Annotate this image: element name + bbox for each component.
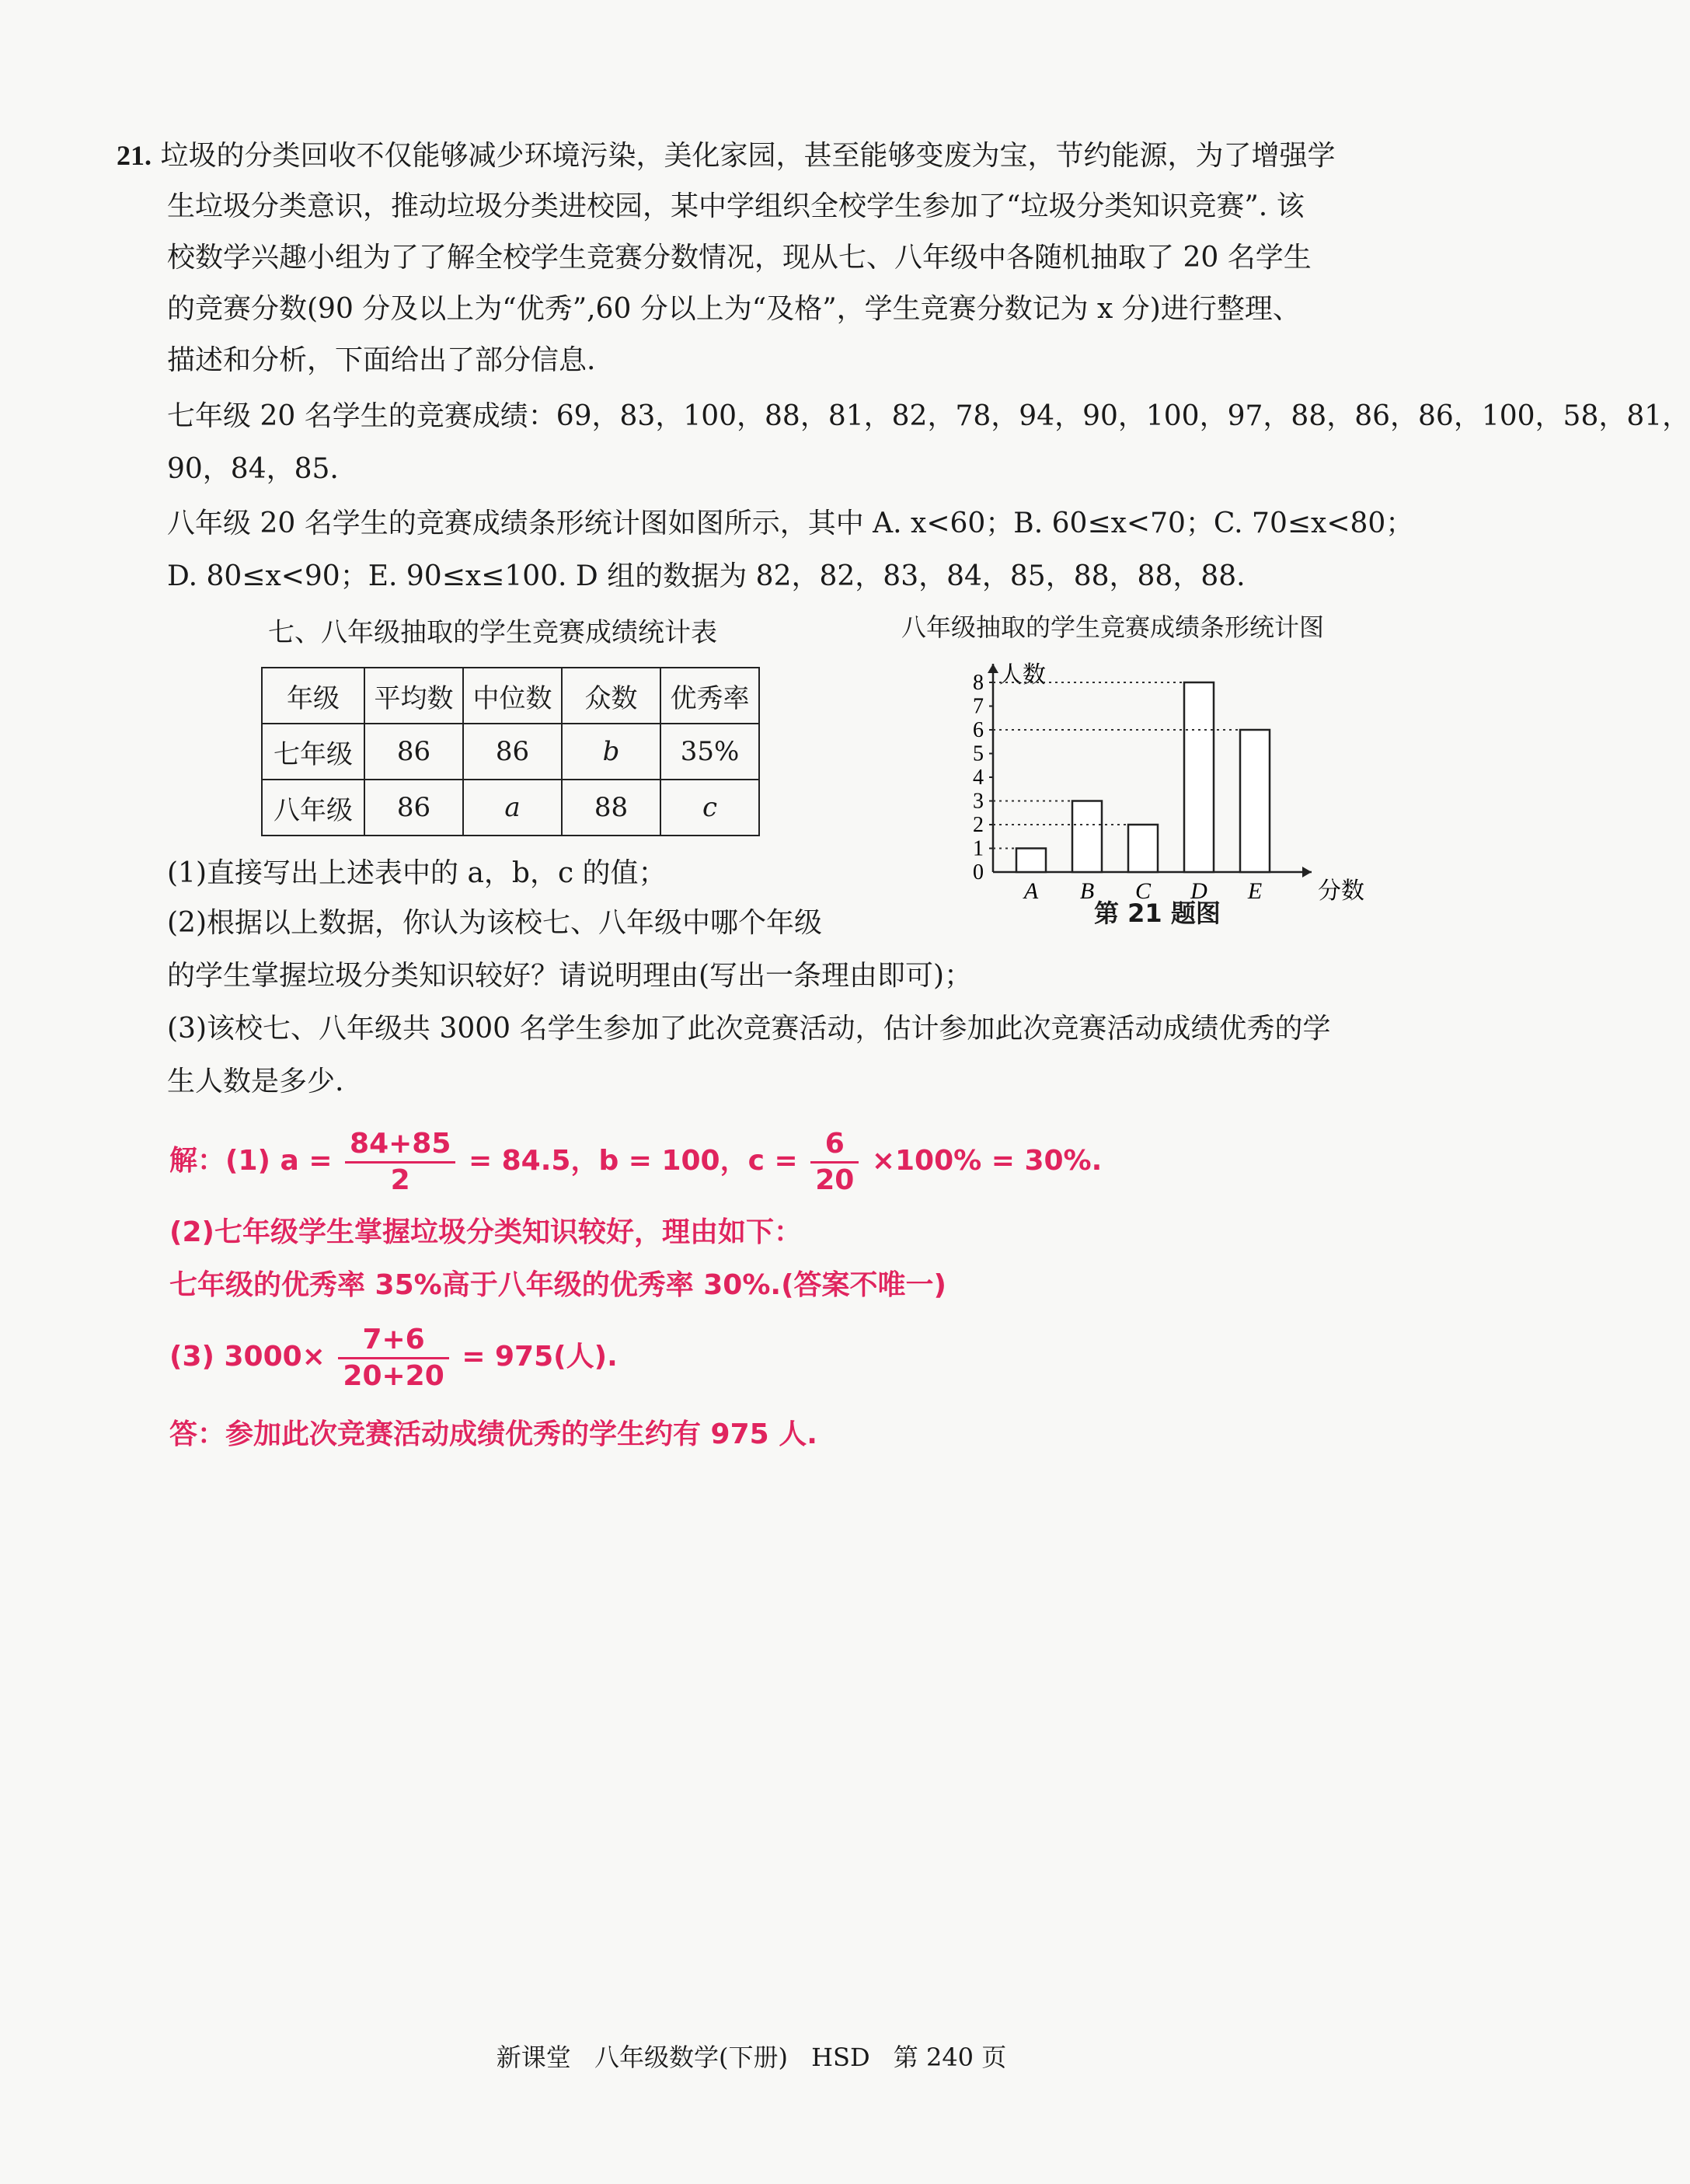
y-tick-label: 8 <box>973 671 984 695</box>
table-header-cell: 优秀率 <box>660 668 759 724</box>
footer-edition: HSD <box>811 2043 870 2072</box>
table-cell: 七年级 <box>262 724 364 780</box>
x-tick-label: C <box>1134 878 1152 904</box>
sub-question-2: (2)根据以上数据，你认为该校七、八年级中哪个年级 <box>167 907 822 939</box>
x-tick-label: A <box>1023 878 1039 904</box>
table-header-cell: 年级 <box>262 668 364 724</box>
y-tick-label: 3 <box>973 789 984 814</box>
fraction <box>345 1127 455 1198</box>
question-line-6: 七年级 20 名学生的竞赛成绩：69，83，100，88，81，82，78，94，90，100，97，88，86，86，100，58，81， <box>167 400 1690 432</box>
question-line-4: 的竞赛分数(90 分及以上为“优秀”,60 分以上为“及格”，学生竞赛分数记为 x 分)进行整理、 <box>167 293 1301 325</box>
y-tick-label: 5 <box>973 741 984 766</box>
table-header-cell: 平均数 <box>364 668 463 724</box>
question-line-1 <box>117 135 1335 176</box>
table-row <box>262 724 759 780</box>
answer-3-prefix: (3) 3000× <box>169 1341 326 1373</box>
y-tick-label: 4 <box>973 766 984 790</box>
table-cell: a <box>463 780 562 836</box>
table-cell: 八年级 <box>262 780 364 836</box>
table-header-cell: 众数 <box>562 668 660 724</box>
question-line-2: 生垃圾分类意识，推动垃圾分类进校园，某中学组织全校学生参加了“垃圾分类知识竞赛”. 该 <box>167 190 1305 222</box>
y-tick-label: 7 <box>973 694 984 719</box>
question-line-9: D. 80≤x<90；E. 90≤x≤100. D 组的数据为 82，82，83，84，85，88，88，88. <box>167 560 1246 592</box>
footer-subject: 八年级数学(下册) <box>594 2043 788 2072</box>
page-footer <box>0 2038 1503 2074</box>
question-line-8: 八年级 20 名学生的竞赛成绩条形统计图如图所示，其中 A. x<60；B. 60≤x<70；C. 70≤x<80； <box>167 508 1414 539</box>
table-cell: 35% <box>660 724 759 780</box>
question-line-5: 描述和分析，下面给出了部分信息. <box>167 344 596 376</box>
table-cell: 88 <box>562 780 660 836</box>
answer-conclusion: 答：参加此次竞赛活动成绩优秀的学生约有 975 人. <box>169 1418 817 1450</box>
y-tick-label: 1 <box>973 836 984 861</box>
answer-1-mid: = 84.5，b = 100，c = <box>468 1145 798 1177</box>
bar <box>1240 730 1270 872</box>
answer-3-suffix: = 975(人). <box>462 1341 618 1373</box>
fraction-numerator: 6 <box>810 1127 859 1164</box>
y-axis-arrow <box>988 664 998 673</box>
fraction-numerator: 84+85 <box>345 1127 455 1164</box>
bar <box>1016 849 1046 873</box>
y-tick-label: 6 <box>973 718 984 742</box>
sub-question-2-cont: 的学生掌握垃圾分类知识较好？请说明理由(写出一条理由即可)； <box>167 960 973 992</box>
answer-part-2: (2)七年级学生掌握垃圾分类知识较好，理由如下： <box>169 1216 802 1248</box>
stats-table <box>261 667 760 836</box>
fraction-denominator: 20 <box>815 1164 855 1196</box>
answer-part-2-reason: 七年级的优秀率 35%高于八年级的优秀率 30%.(答案不唯一) <box>169 1269 946 1301</box>
answer-1-suffix: ×100% = 30%. <box>871 1145 1103 1177</box>
x-axis-label: 分数 <box>1318 877 1364 905</box>
y-tick-label: 0 <box>973 860 984 884</box>
table-cell: 86 <box>364 724 463 780</box>
bar-chart <box>956 637 1364 925</box>
question-line-7: 90，84，85. <box>167 453 339 485</box>
table-header-cell: 中位数 <box>463 668 562 724</box>
x-tick-label: B <box>1079 878 1095 904</box>
table-row <box>262 780 759 836</box>
bar <box>1128 825 1158 872</box>
y-axis-label: 人数 <box>999 661 1046 689</box>
table-cell: b <box>562 724 660 780</box>
y-tick-label: 2 <box>973 813 984 837</box>
answer-part-3 <box>169 1321 618 1394</box>
fraction-numerator: 7+6 <box>338 1323 448 1359</box>
footer-page: 第 240 页 <box>893 2043 1007 2072</box>
x-axis-arrow <box>1302 867 1312 877</box>
bar <box>1184 682 1214 872</box>
table-cell: 86 <box>364 780 463 836</box>
table-cell: 86 <box>463 724 562 780</box>
table-header-row <box>262 668 759 724</box>
answer-1-prefix: 解：(1) a = <box>169 1145 333 1177</box>
bar <box>1072 801 1102 873</box>
fraction-denominator: 2 <box>390 1164 410 1196</box>
question-number: 21. <box>117 140 152 171</box>
chart-caption: 第 21 题图 <box>1094 898 1221 928</box>
fraction <box>338 1323 448 1394</box>
x-tick-label: D <box>1190 878 1207 904</box>
footer-book: 新课堂 <box>496 2043 571 2072</box>
question-line-3: 校数学兴趣小组为了了解全校学生竞赛分数情况，现从七、八年级中各随机抽取了 20 名学生 <box>167 242 1312 274</box>
x-tick-label: E <box>1247 878 1263 904</box>
table-cell: c <box>660 780 759 836</box>
question-text: 垃圾的分类回收不仅能够减少环境污染，美化家园，甚至能够变废为宝，节约能源，为了增强学 <box>160 140 1336 172</box>
fraction <box>810 1127 859 1198</box>
sub-question-3: (3)该校七、八年级共 3000 名学生参加了此次竞赛活动，估计参加此次竞赛活动成绩优秀的学 <box>167 1013 1331 1045</box>
chart-title: 八年级抽取的学生竞赛成绩条形统计图 <box>901 612 1325 642</box>
table-caption: 七、八年级抽取的学生竞赛成绩统计表 <box>268 617 717 648</box>
sub-question-1: (1)直接写出上述表中的 a，b，c 的值； <box>167 857 667 889</box>
answer-part-1 <box>169 1125 1102 1198</box>
sub-question-3-cont: 生人数是多少. <box>167 1066 344 1097</box>
fraction-denominator: 20+20 <box>343 1359 444 1392</box>
